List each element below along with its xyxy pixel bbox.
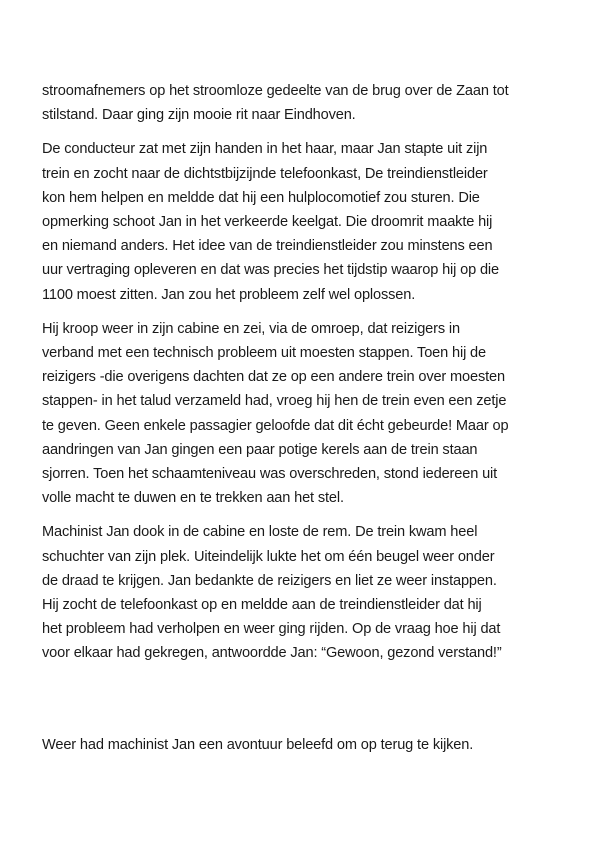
text-line: stilstand. Daar ging zijn mooie rit naar Eindhoven.	[42, 107, 356, 124]
text-line: en niemand anders. Het idee van de treindienstleider zou minstens een	[42, 238, 493, 255]
text-line: aandringen van Jan gingen een paar potige kerels aan de trein staan	[42, 441, 478, 458]
paragraph-4	[42, 520, 602, 665]
text-line: Machinist Jan dook in de cabine en loste de rem. De trein kwam heel	[42, 524, 478, 541]
text-line: trein en zocht naar de dichtstbijzijnde telefoonkast, De treindienstleider	[42, 165, 488, 182]
closing-line: Weer had machinist Jan een avontuur beleefd om op terug te kijken.	[42, 737, 474, 753]
text-line: uur vertraging opleveren en dat was precies het tijdstip waarop hij op die	[42, 262, 499, 279]
paragraph-2	[42, 137, 602, 306]
text-line: schuchter van zijn plek. Uiteindelijk lukte het om één beugel weer onder	[42, 548, 495, 565]
text-line: sjorren. Toen het schaamteniveau was overschreden, stond iedereen uit	[42, 466, 498, 483]
paragraph-3	[42, 317, 602, 511]
text-line: stappen- in het talud verzameld had, vroeg hij hen de trein even een zetje	[42, 393, 507, 410]
text-line: voor elkaar had gekregen, antwoordde Jan: “Gewoon, gezond verstand!”	[42, 645, 502, 662]
text-line: het probleem had verholpen en weer ging rijden. Op de vraag hoe hij dat	[42, 621, 501, 638]
text-line: kon hem helpen en meldde dat hij een hulplocomotief zou sturen. Die	[42, 189, 480, 206]
document-body	[42, 79, 602, 676]
text-line: verband met een technisch probleem uit moesten stappen. Toen hij de	[42, 345, 486, 362]
text-line: volle macht te duwen en te trekken aan het stel.	[42, 490, 344, 507]
text-line: Hij zocht de telefoonkast op en meldde aan de treindienstleider dat hij	[42, 597, 482, 614]
text-line: De conducteur zat met zijn handen in het haar, maar Jan stapte uit zijn	[42, 141, 488, 158]
text-line: de draad te krijgen. Jan bedankte de reizigers en liet ze weer instappen.	[42, 572, 497, 589]
text-line: opmerking schoot Jan in het verkeerde keelgat. Die droomrit maakte hij	[42, 214, 493, 231]
text-line: Hij kroop weer in zijn cabine en zei, via de omroep, dat reizigers in	[42, 320, 460, 337]
paragraph-1	[42, 79, 602, 127]
text-line: 1100 moest zitten. Jan zou het probleem zelf wel oplossen.	[42, 286, 416, 303]
text-line: stroomafnemers op het stroomloze gedeelte van de brug over de Zaan tot	[42, 83, 509, 99]
text-line: reizigers -die overigens dachten dat ze op een andere trein over moesten	[42, 369, 505, 386]
text-line: te geven. Geen enkele passagier geloofde dat dit écht gebeurde! Maar op	[42, 417, 509, 434]
